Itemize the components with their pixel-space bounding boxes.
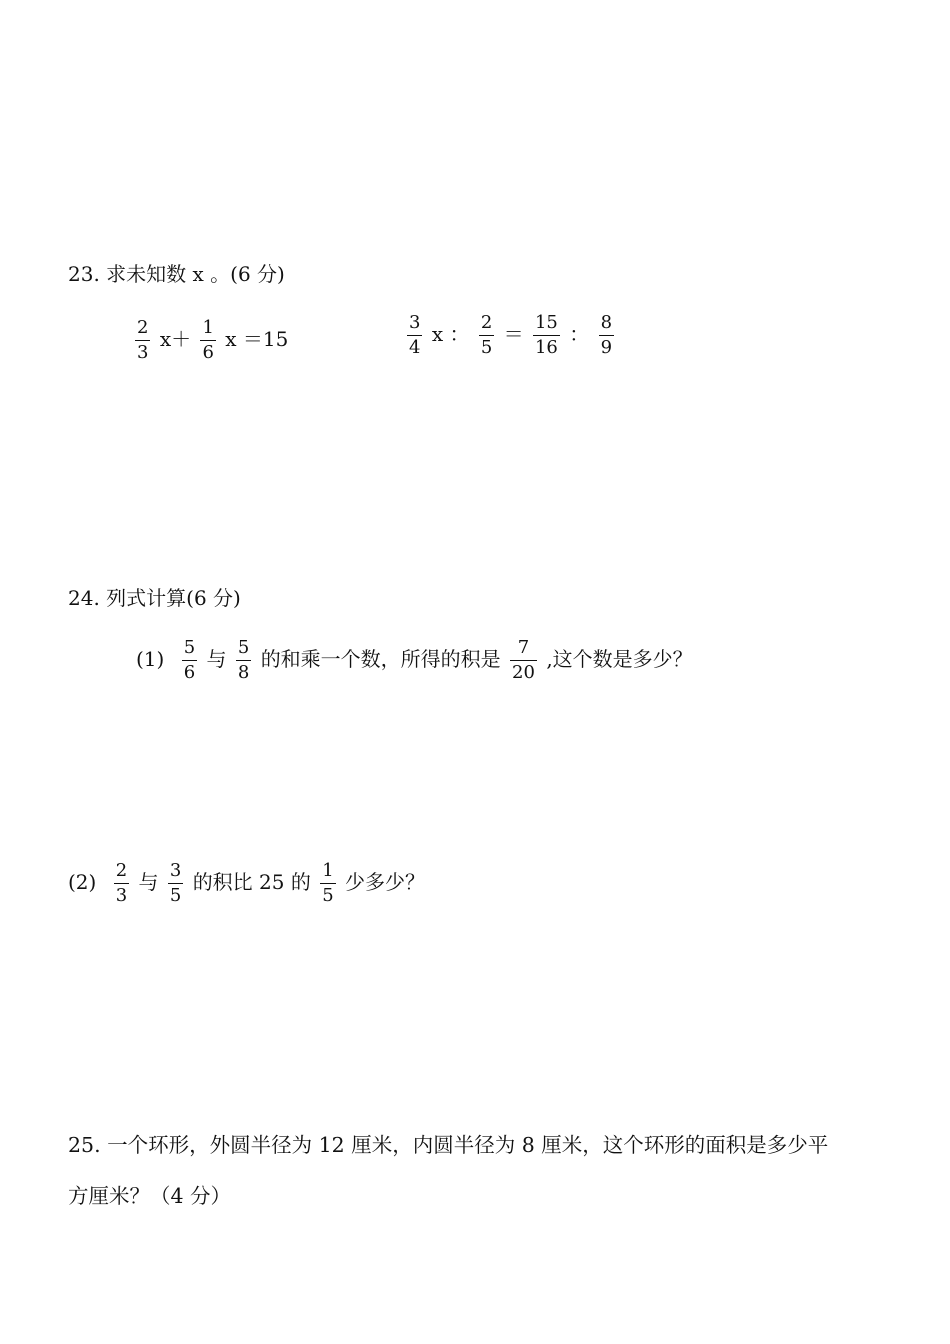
q25-line-2: 方厘米？（4 分） bbox=[68, 1184, 232, 1208]
equation-text: ： bbox=[569, 322, 590, 346]
fraction: $\frac{8}{9}$ bbox=[600, 312, 613, 358]
q25-line-1: 25. 一个环形，外圆半径为 12 厘米，内圆半径为 8 厘米，这个环形的面积是多少平 bbox=[68, 1133, 829, 1157]
equation-text: ＝ bbox=[503, 322, 524, 346]
equation-text: x ＝15 bbox=[225, 327, 289, 351]
fraction: $\frac{1}{6}$ bbox=[202, 317, 214, 363]
fraction: $\frac{2}{3}$ bbox=[115, 860, 128, 906]
q24-title: 24. 列式计算(6 分) bbox=[68, 586, 241, 610]
problem-text: 的和乘一个数，所得的积是 bbox=[260, 647, 501, 671]
fraction: $\frac{2}{5}$ bbox=[480, 312, 493, 358]
q23-equation-2 bbox=[404, 313, 617, 358]
fraction: $\frac{7}{20}$ bbox=[512, 637, 535, 683]
fraction: $\frac{3}{4}$ bbox=[409, 312, 421, 358]
fraction: $\frac{15}{16}$ bbox=[534, 312, 558, 358]
fraction: $\frac{2}{3}$ bbox=[137, 317, 149, 363]
part-label: (1) bbox=[136, 647, 165, 671]
fraction: $\frac{1}{5}$ bbox=[322, 860, 334, 906]
q24-part-2 bbox=[68, 861, 425, 906]
problem-text: 的积比 25 的 bbox=[192, 870, 311, 894]
q23-title: 23. 求未知数 x 。(6 分) bbox=[68, 262, 285, 286]
problem-text: 与 bbox=[206, 647, 227, 671]
problem-text: ,这个数是多少？ bbox=[546, 647, 693, 671]
problem-text: 与 bbox=[138, 870, 159, 894]
fraction: $\frac{3}{5}$ bbox=[169, 860, 182, 906]
equation-text: x＋ bbox=[159, 327, 192, 351]
part-label: (2) bbox=[68, 870, 97, 894]
equation-text: x ： bbox=[431, 322, 470, 346]
fraction: $\frac{5}{8}$ bbox=[237, 637, 250, 683]
fraction: $\frac{5}{6}$ bbox=[183, 637, 196, 683]
problem-text: 少多少？ bbox=[345, 870, 426, 894]
q23-equation-1 bbox=[132, 318, 288, 363]
q24-part-1 bbox=[136, 638, 693, 683]
